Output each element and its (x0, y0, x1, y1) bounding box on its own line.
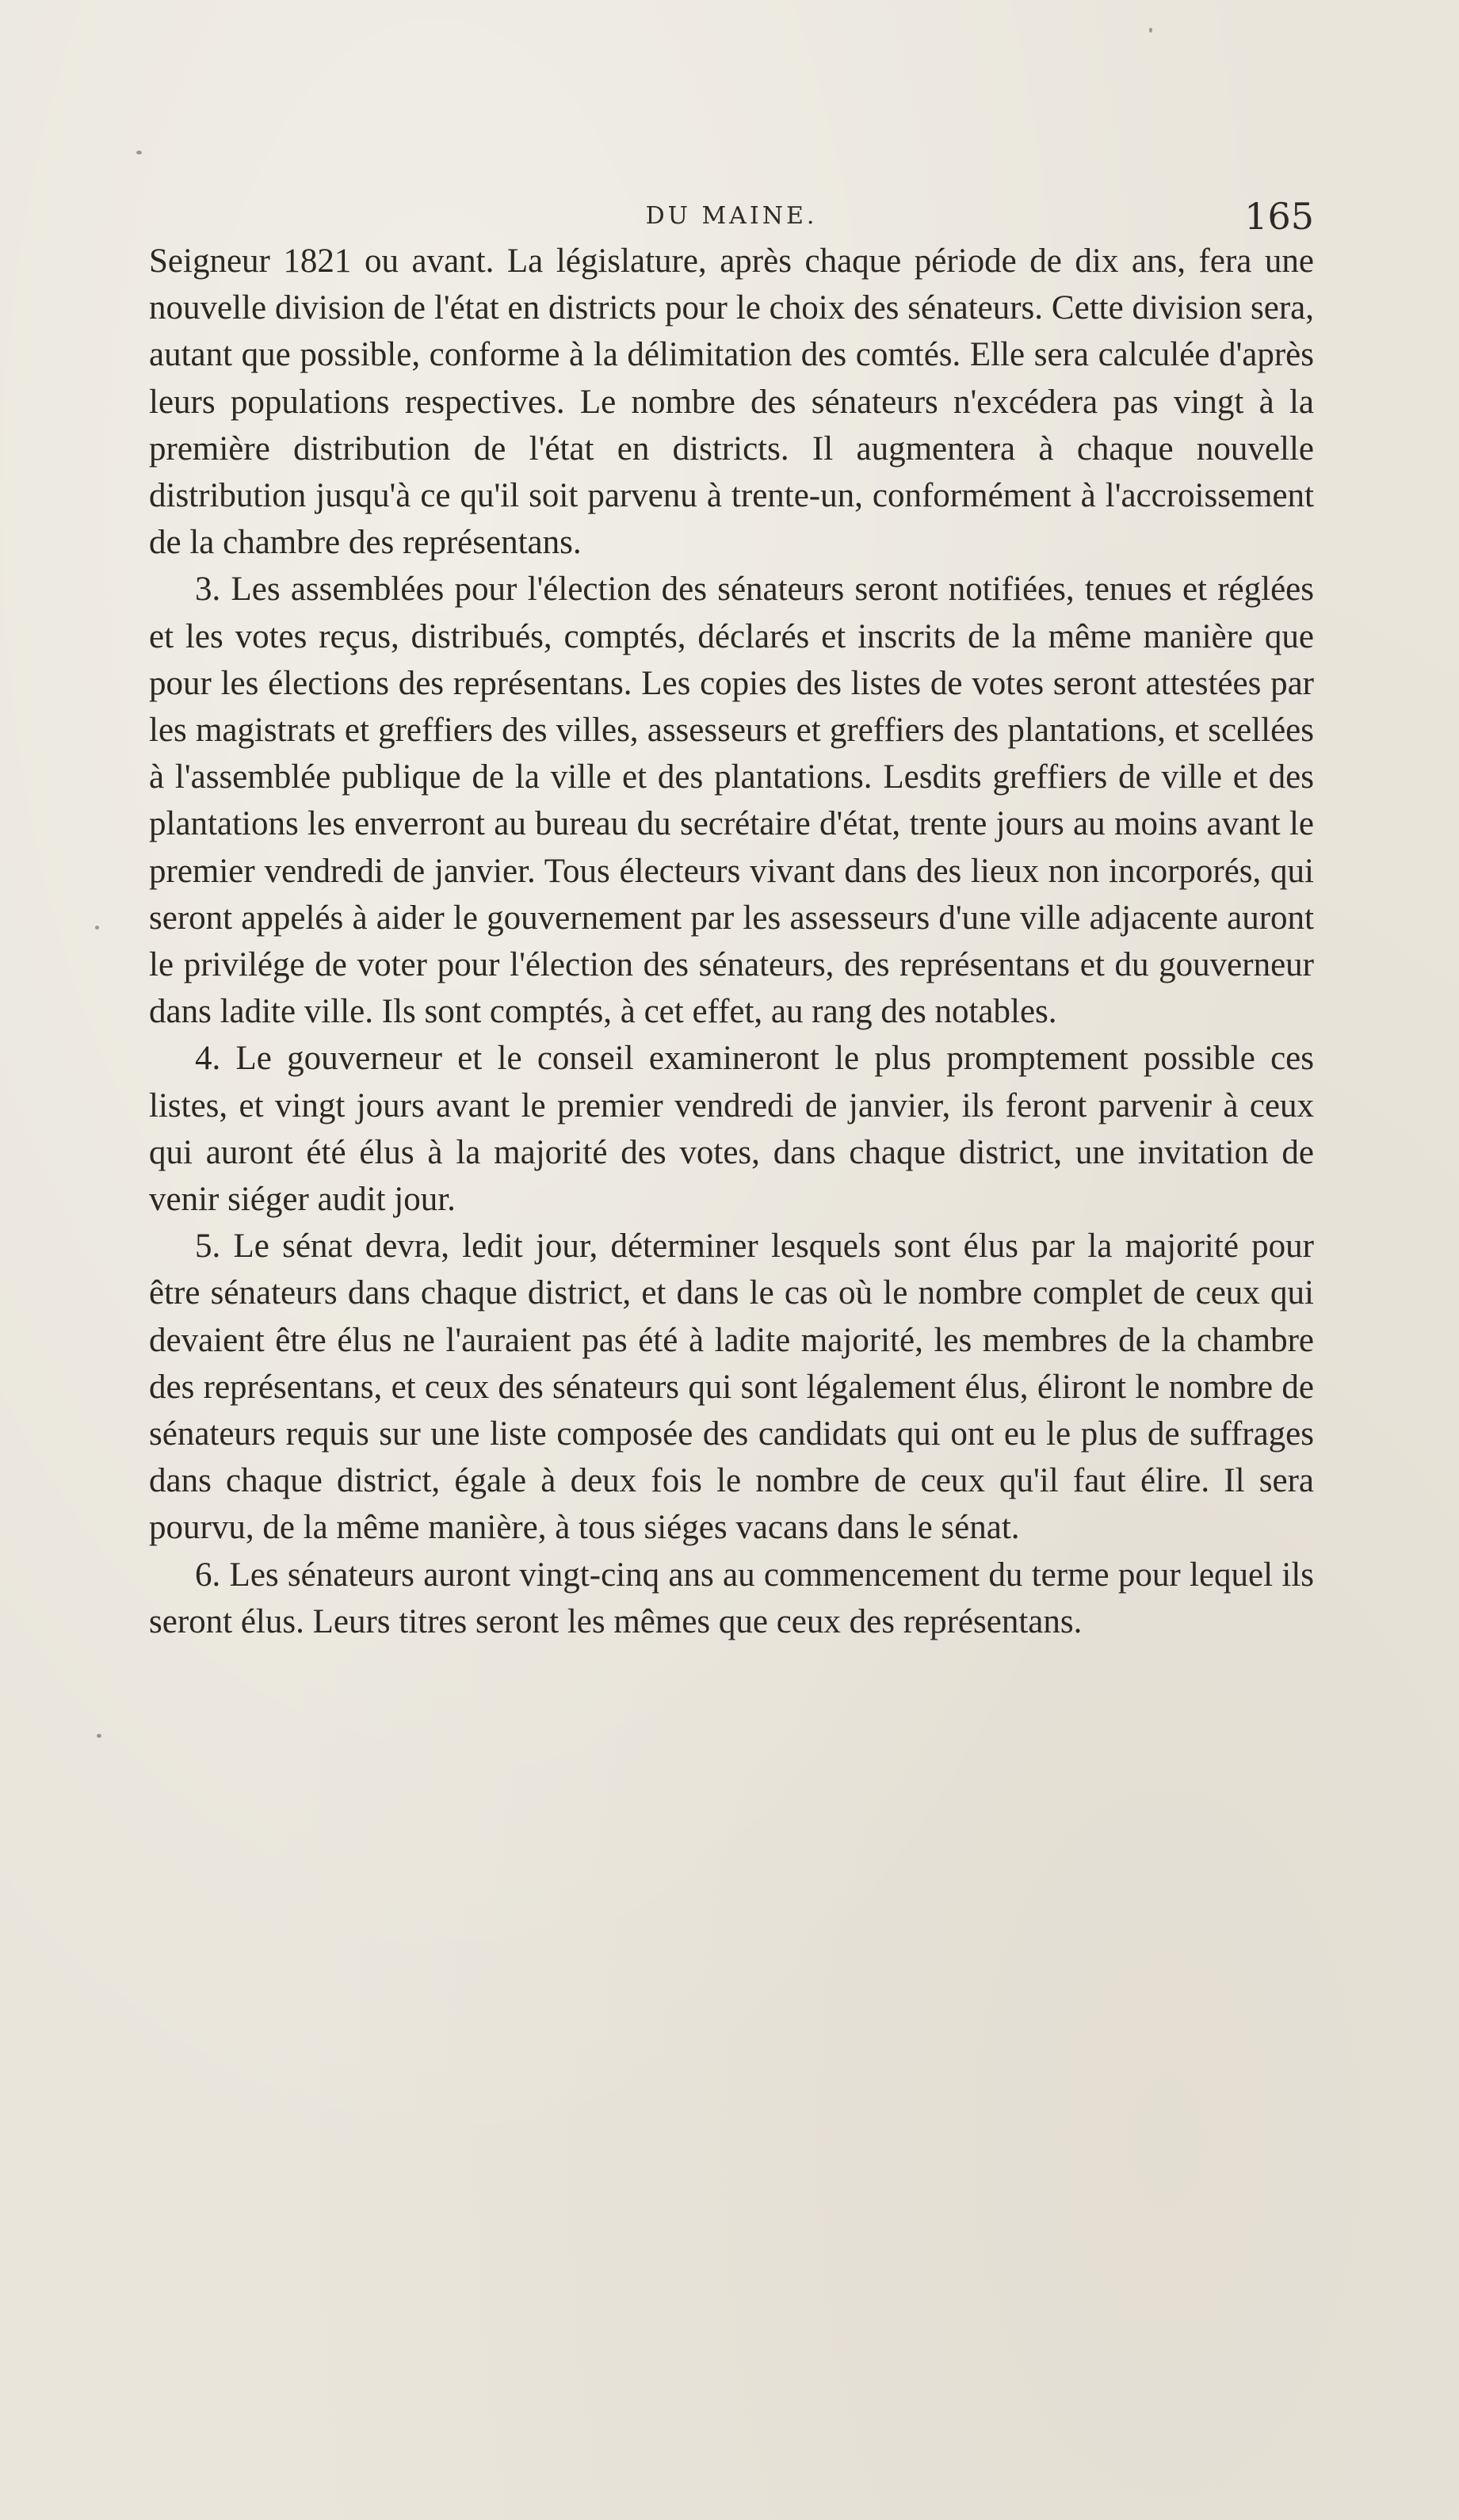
body-text (149, 238, 1314, 1645)
running-head: DU MAINE. (645, 202, 818, 230)
paragraph-article-5: 5. Le sénat devra, ledit jour, déterminer lesquels sont élus par la majorité pour être sénateurs dans chaque district, et dans le cas où le nombre complet de ceux qui devaient être élus ne l'auraient pas été à ladite majorité, les membres de la chambre des représentans, et ceux des sénateurs qui sont légalement élus, éliront le nombre de sénateurs requis sur une liste composée des candidats qui ont eu le plus de suffrages dans chaque district, égale à deux fois le nombre de ceux qu'il faut élire. Il sera pourvu, de la même manière, à tous siéges vacans dans le sénat. (149, 1228, 1314, 1547)
page-header (149, 189, 1314, 244)
paragraph-continuation: Seigneur 1821 ou avant. La législature, après chaque période de dix ans, fera une nouvelle division de l'état en districts pour le choix des sénateurs. Cette division sera, autant que possible, conforme à la délimitation des comtés. Elle sera calculée d'après leurs populations respectives. Le nombre des sénateurs n'excédera pas vingt à la première distribution de l'état en districts. Il augmentera à chaque nouvelle distribution jusqu'à ce qu'il soit parvenu à trente-un, conformément à l'accroissement de la chambre des représentans. (149, 242, 1314, 562)
paragraph-article-4: 4. Le gouverneur et le conseil examineront le plus promptement possible ces listes, et vingt jours avant le premier vendredi de janvier, ils feront parvenir à ceux qui auront été élus à la majorité des votes, dans chaque district, une invitation de venir siéger audit jour. (149, 1040, 1314, 1219)
paper-speck (1149, 28, 1152, 32)
paragraph-article-6: 6. Les sénateurs auront vingt-cinq ans au commencement du terme pour lequel ils seront élus. Leurs titres seront les mêmes que ceux des représentans. (149, 1556, 1314, 1640)
paragraph-article-3: 3. Les assemblées pour l'élection des sénateurs seront notifiées, tenues et réglées et les votes reçus, distribués, comptés, déclarés et inscrits de la même manière que pour les élections des représentans. Les copies des listes de votes seront attestées par les magistrats et greffiers des villes, assesseurs et greffiers des plantations, et scellées à l'assemblée publique de la ville et des plantations. Lesdits greffiers de ville et des plantations les enverront au bureau du secrétaire d'état, trente jours au moins avant le premier vendredi de janvier. Tous électeurs vivant dans des lieux non incorporés, qui seront appelés à aider le gouvernement par les assesseurs d'une ville adjacente auront le privilége de voter pour l'élection des sénateurs, des représentans et du gouverneur dans ladite ville. Ils sont comptés, à cet effet, au rang des notables. (149, 571, 1314, 1031)
paper-speck (95, 926, 99, 930)
paper-speck (136, 151, 142, 155)
paper-speck (97, 1734, 101, 1738)
page-number: 165 (1244, 195, 1314, 238)
